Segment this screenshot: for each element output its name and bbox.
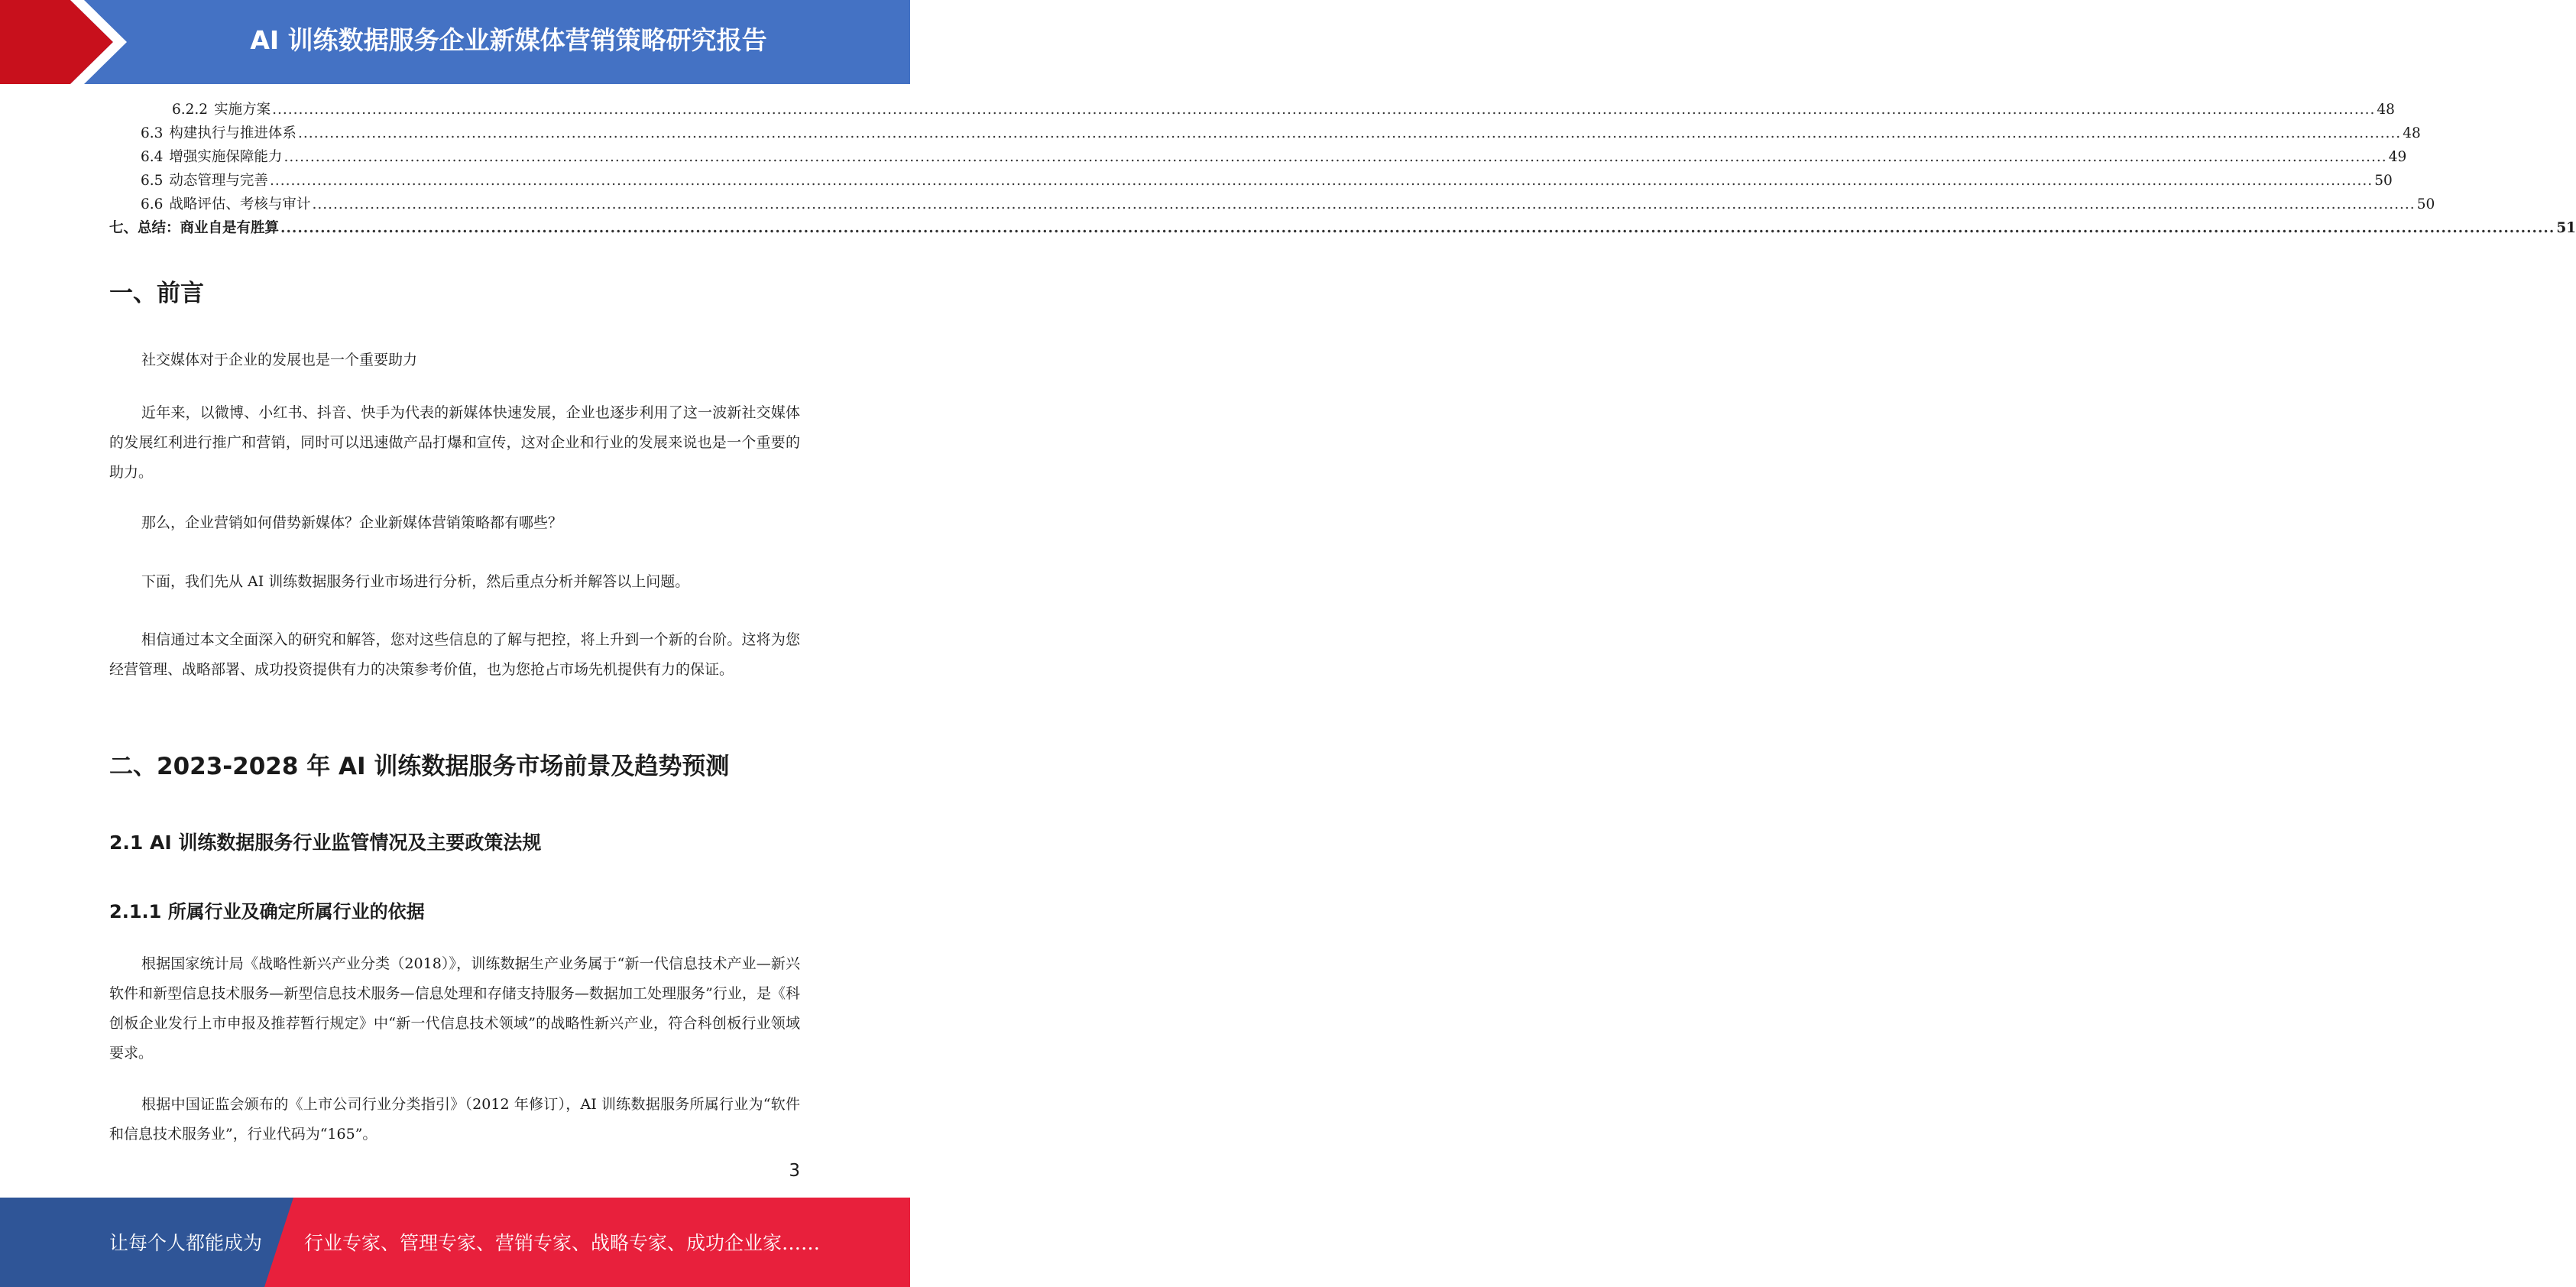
paragraph: 根据国家统计局《战略性新兴产业分类（2018）》，训练数据生产业务属于“新一代信息技术产业—新兴软件和新型信息技术服务—新型信息技术服务—信息处理和存储支持服务—数据加工处理服务”行业，是《科创板企业发行上市申报及推荐暂行规定》中“新一代信息技术领域”的战略性新兴产业，符合科创板行业领域要求。 bbox=[109, 955, 800, 1062]
table-of-contents bbox=[109, 98, 2576, 240]
toc-entry-number: 6.3 bbox=[141, 125, 164, 141]
toc-entry-number: 6.5 bbox=[141, 173, 164, 189]
toc-entry-number: 6.4 bbox=[141, 149, 164, 165]
toc-entry-number: 七、 bbox=[109, 220, 138, 236]
toc-entry-page: 50 bbox=[2374, 173, 2393, 189]
toc-entry-page: 49 bbox=[2388, 149, 2407, 165]
toc-entry-title: 总结：商业自是有胜算 bbox=[138, 220, 280, 236]
toc-entry[interactable] bbox=[109, 169, 2393, 193]
toc-entry-title: 实施方案 bbox=[214, 102, 271, 118]
toc-leader-dots: ................................................................................................................................................................................................................................................................................................................................................................................................................ bbox=[269, 173, 2373, 189]
toc-entry-page: 51 bbox=[2556, 220, 2576, 236]
toc-leader-dots: ................................................................................................................................................................................................................................................................................................................................................................................................................ bbox=[280, 220, 2555, 236]
toc-leader-dots: ................................................................................................................................................................................................................................................................................................................................................................................................................ bbox=[297, 125, 2402, 141]
footer-slogan-right: 行业专家、管理专家、营销专家、战略专家、成功企业家…… bbox=[304, 1232, 821, 1254]
toc-entry-number: 6.6 bbox=[141, 196, 164, 212]
section-heading-market: 二、2023-2028 年 AI 训练数据服务市场前景及趋势预测 bbox=[109, 753, 730, 780]
paragraph: 社交媒体对于企业的发展也是一个重要助力 bbox=[141, 352, 418, 368]
toc-entry[interactable] bbox=[109, 122, 2421, 145]
toc-entry-page: 48 bbox=[2403, 125, 2421, 141]
page-header bbox=[0, 0, 910, 84]
subsection-heading: 2.1 AI 训练数据服务行业监管情况及主要政策法规 bbox=[109, 832, 542, 854]
toc-leader-dots: ................................................................................................................................................................................................................................................................................................................................................................................................................ bbox=[272, 102, 2376, 118]
toc-entry-page: 48 bbox=[2377, 102, 2395, 118]
toc-entry-title: 战略评估、考核与审计 bbox=[169, 196, 311, 212]
toc-entry-title: 构建执行与推进体系 bbox=[169, 125, 296, 141]
paragraph: 近年来，以微博、小红书、抖音、快手为代表的新媒体快速发展，企业也逐步利用了这一波新社交媒体的发展红利进行推广和营销，同时可以迅速做产品打爆和宣传，这对企业和行业的发展来说也是一个重要的助力。 bbox=[109, 404, 800, 481]
toc-entry[interactable] bbox=[109, 193, 2435, 216]
toc-entry[interactable] bbox=[109, 98, 2395, 122]
toc-entry-page: 50 bbox=[2416, 196, 2435, 212]
header-title: AI 训练数据服务企业新媒体营销策略研究报告 bbox=[250, 25, 767, 55]
page-number: 3 bbox=[789, 1161, 800, 1181]
page-footer bbox=[0, 1198, 910, 1287]
toc-leader-dots: ................................................................................................................................................................................................................................................................................................................................................................................................................ bbox=[312, 196, 2416, 212]
subsubsection-heading: 2.1.1 所属行业及确定所属行业的依据 bbox=[109, 901, 425, 922]
toc-leader-dots: ................................................................................................................................................................................................................................................................................................................................................................................................................ bbox=[284, 149, 2387, 165]
footer-slogan-left: 让每个人都能成为 bbox=[109, 1232, 263, 1254]
section-heading-preface: 一、前言 bbox=[109, 280, 204, 307]
paragraph: 下面，我们先从 AI 训练数据服务行业市场进行分析，然后重点分析并解答以上问题。 bbox=[141, 573, 690, 590]
toc-entry-title: 增强实施保障能力 bbox=[169, 149, 283, 165]
toc-entry-title: 动态管理与完善 bbox=[169, 173, 268, 189]
paragraph: 那么，企业营销如何借势新媒体？企业新媒体营销策略都有哪些？ bbox=[141, 514, 563, 531]
toc-entry[interactable] bbox=[109, 145, 2407, 169]
toc-entry-number: 6.2.2 bbox=[172, 102, 209, 118]
paragraph: 相信通过本文全面深入的研究和解答，您对这些信息的了解与把控，将上升到一个新的台阶。这将为您经营管理、战略部署、成功投资提供有力的决策参考价值，也为您抢占市场先机提供有力的保证。 bbox=[109, 631, 800, 678]
toc-entry[interactable] bbox=[109, 216, 2576, 240]
paragraph: 根据中国证监会颁布的《上市公司行业分类指引》（2012 年修订），AI 训练数据服务所属行业为“软件和信息技术服务业”，行业代码为“165”。 bbox=[109, 1096, 800, 1143]
